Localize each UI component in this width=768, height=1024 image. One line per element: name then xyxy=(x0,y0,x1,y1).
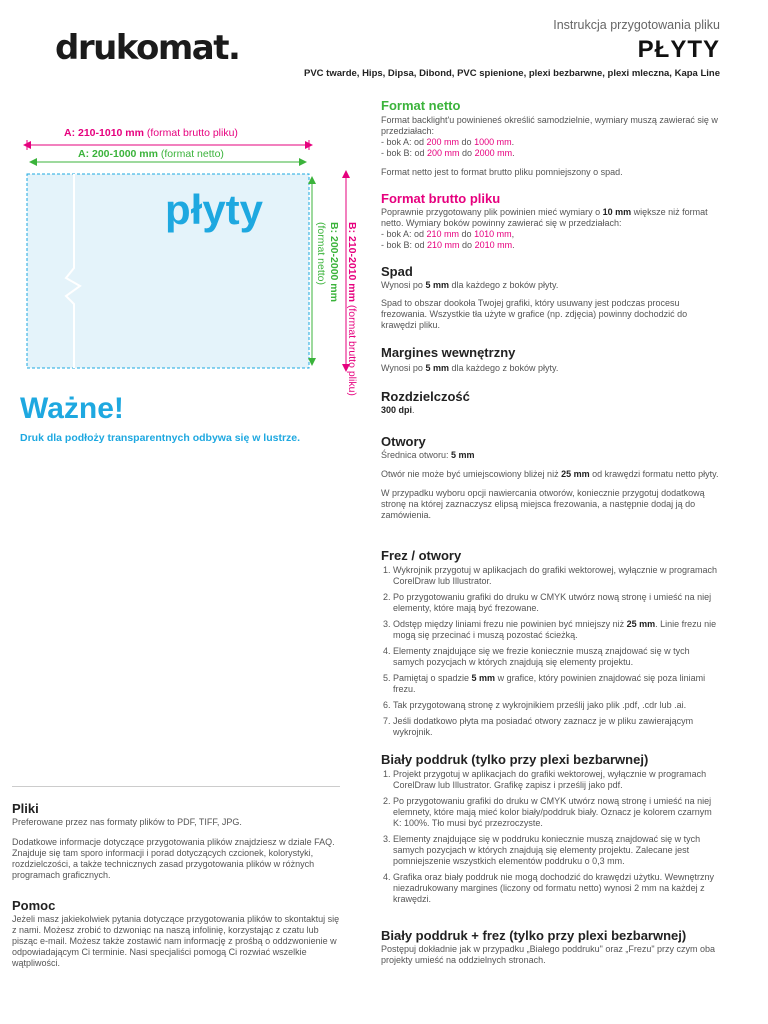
document-title: PŁYTY xyxy=(637,36,720,63)
format-brutto-side-b: - bok B: od 210 mm do 2010 mm. xyxy=(381,240,515,250)
list-item: 1. Wykrojnik przygotuj w aplikacjach do grafiki wektorowej, wyłącznie w programach CorelDraw lub Illustrator. xyxy=(393,565,721,587)
format-netto-intro: Format backlight'u powinieneś określić samodzielnie, wymiary muszą zawierać się w przedziałach: xyxy=(381,115,718,136)
pliki-title: Pliki xyxy=(12,801,39,816)
pomoc-title: Pomoc xyxy=(12,898,56,913)
label-b-netto: B: 200-2000 mm (format netto) xyxy=(315,222,340,302)
pomoc-section xyxy=(12,900,340,969)
otwory-diameter: Średnica otworu: 5 mm xyxy=(381,450,475,460)
format-brutto-title: Format brutto pliku xyxy=(381,191,501,206)
otwory-drilling-note: W przypadku wyboru opcji nawiercania otworów, koniecznie przygotuj dodatkową stronę na której zaznaczysz elipsą miejsca frezowania, a następnie dodaj ją do zamówienia. xyxy=(381,488,705,520)
important-text: Druk dla podłoży transparentnych odbywa się w lustrze. xyxy=(20,432,301,444)
spad-description: Spad to obszar dookoła Twojej grafiki, który usuwany jest podczas procesu frezowania. Wszystkie tła użyte w grafice (np. zdjęcia) powinny dochodzić do krawędzi pliku. xyxy=(381,298,688,330)
otwory-distance: Otwór nie może być umiejscowiony bliżej niż 25 mm od krawędzi formatu netto płyty. xyxy=(381,469,719,479)
list-item: 4. Grafika oraz biały poddruk nie mogą dochodzić do krawędzi użytku. Wewnętrzny niezadrukowany margines (liczony od formatu netto) wynosi 2 mm na każdej z krawędzi. xyxy=(393,872,721,905)
list-item: 7. Jeśli dodatkowo płyta ma posiadać otwory zaznacz je w pliku zawierającym wykrojnik. xyxy=(393,716,721,738)
margines-value-line: Wynosi po 5 mm dla każdego z boków płyty. xyxy=(381,363,559,373)
format-netto-side-b: - bok B: od 200 mm do 2000 mm. xyxy=(381,148,515,158)
label-a-brutto: A: 210-1010 mm (format brutto pliku) xyxy=(64,127,238,139)
bialy-poddruk-title: Biały poddruk (tylko przy plexi bezbarwnej) xyxy=(381,752,649,767)
divider xyxy=(12,786,340,787)
pliki-section xyxy=(12,803,340,881)
list-item: 3. Elementy znajdujące się w poddruku koniecznie muszą znajdować się w tych samych pozycjach w których znajdują się elementy projektu. Zalecane jest pomniejszenie wszystkich elementów poddruku o 0,3 mm. xyxy=(393,834,721,867)
bialy-frez-text: Postępuj dokładnie jak w przypadku „Białego poddruku" oraz „Frezu" przy czym oba projekty umieść na oddzielnych stronach. xyxy=(381,944,716,965)
label-a-netto: A: 200-1000 mm (format netto) xyxy=(78,148,224,160)
pliki-faq-info: Dodatkowe informacje dotyczące przygotowania plików znajdziesz w dziale FAQ. Znajduje się tam sporo informacji i porad dotyczących czcionek, kolorystyki, rozdzielczości, a także technicznych zasad przygotowania plików w różnych programach graficznych. xyxy=(12,837,335,880)
format-netto-title: Format netto xyxy=(381,98,461,113)
pliki-formats: Preferowane przez nas formaty plików to PDF, TIFF, JPG. xyxy=(12,817,242,827)
format-netto-side-a: - bok A: od 200 mm do 1000 mm. xyxy=(381,137,515,147)
important-title: Ważne! xyxy=(20,392,124,425)
otwory-title: Otwory xyxy=(381,434,426,449)
materials-list: PVC twarde, Hips, Dipsa, Dibond, PVC spienione, plexi bezbarwne, plexi mleczna, Kapa Line xyxy=(304,68,720,79)
rozdzielczosc-value-line: 300 dpi. xyxy=(381,405,415,415)
list-item: 3. Odstęp między liniami frezu nie powinien być mniejszy niż 25 mm. Linie frezu nie mogą się przecinać i muszą pozostać ścieżką. xyxy=(393,619,721,641)
frez-list xyxy=(381,565,721,738)
bialy-poddruk-list xyxy=(381,769,721,905)
plate-product-word: płyty xyxy=(165,186,264,233)
margines-title: Margines wewnętrzny xyxy=(381,345,516,360)
spad-title: Spad xyxy=(381,264,413,279)
bialy-frez-title: Biały poddruk + frez (tylko przy plexi bezbarwnej) xyxy=(381,928,687,943)
list-item: 5. Pamiętaj o spadzie 5 mm w grafice, który powinien znajdować się poza liniami frezu. xyxy=(393,673,721,695)
spad-value-line: Wynosi po 5 mm dla każdego z boków płyty. xyxy=(381,280,559,290)
bialy-frez-section xyxy=(381,930,721,966)
brand-logo: drukomat. xyxy=(55,28,240,68)
rozdzielczosc-title: Rozdzielczość xyxy=(381,389,470,404)
format-brutto-section xyxy=(381,193,721,251)
rozdzielczosc-section xyxy=(381,391,721,416)
spad-section xyxy=(381,266,721,331)
label-b-brutto: B: 210-2010 mm (format brutto pliku) xyxy=(346,222,358,396)
bialy-poddruk-section xyxy=(381,754,721,910)
list-item: 2. Po przygotowaniu grafiki do druku w CMYK utwórz nową stronę i umieść na niej elementy, które mają być frezowane. xyxy=(393,592,721,614)
margines-section xyxy=(381,347,721,374)
list-item: 2. Po przygotowaniu grafiki do druku w CMYK utwórz nową stronę i umieść na niej elemnety, które mają mieć kolor biały/poddruk biały. Oznacz je kolorem czarnym K: 100%. Tło musi być przezroczyste. xyxy=(393,796,721,829)
document-subtitle: Instrukcja przygotowania pliku xyxy=(553,18,720,32)
format-netto-section xyxy=(381,100,721,178)
frez-section xyxy=(381,550,721,743)
list-item: 1. Projekt przygotuj w aplikacjach do grafiki wektorowej, wyłącznie w programach CorelDraw lub Illustrator. Grafikę zapisz i prześlij jako pdf. xyxy=(393,769,721,791)
list-item: 4. Elementy znajdujące się we frezie koniecznie muszą znajdować się w tych samych pozycjach w których znajdują się elementy projektu. xyxy=(393,646,721,668)
format-brutto-side-a: - bok A: od 210 mm do 1010 mm, xyxy=(381,229,515,239)
otwory-section xyxy=(381,436,721,521)
format-netto-note: Format netto jest to format brutto pliku pomniejszony o spad. xyxy=(381,167,623,177)
list-item: 6. Tak przygotowaną stronę z wykrojnikiem prześlij jako plik .pdf, .cdr lub .ai. xyxy=(393,700,721,711)
pomoc-text: Jeżeli masz jakiekolwiek pytania dotyczące przygotowania plików to skontaktuj się z nami. Możesz zrobić to dzwoniąc na naszą infolinię, korzystając z czatu lub pisząc e-mail. Możesz także zostawić nam informację z prośbą o oddzwonienie w odpowiadającym Ci terminie. Nasi specjaliści pomogą Ci rozwiać wszelkie wątpliwości. xyxy=(12,914,340,968)
frez-title: Frez / otwory xyxy=(381,548,462,563)
format-brutto-intro: Poprawnie przygotowany plik powinien mieć wymiary o 10 mm większe niż format netto. Wymiary boków powinny zawierać się w przedziałach: xyxy=(381,207,708,228)
